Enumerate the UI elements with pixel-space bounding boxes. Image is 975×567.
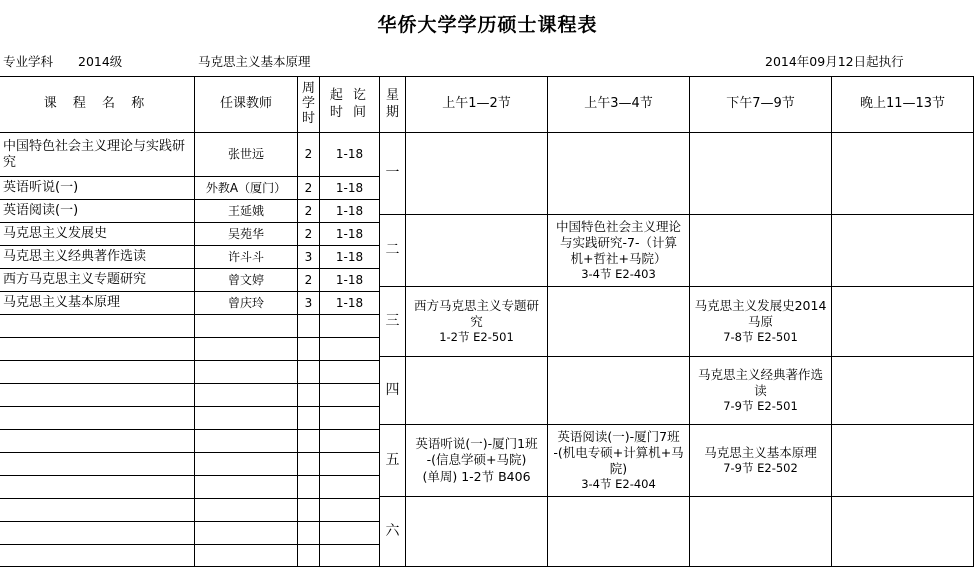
page-title: 华侨大学学历硕士课程表: [377, 14, 598, 36]
class-title-line: 院): [609, 461, 628, 477]
empty-course-cell: [298, 545, 320, 566]
day-mon: 一: [380, 133, 406, 215]
day-wed: 三: [380, 287, 406, 357]
class-room: 7-8节 E2-501: [723, 330, 798, 345]
slot-sat-am2: [548, 497, 690, 566]
course-hours: 2: [298, 133, 320, 177]
empty-course-cell: [0, 407, 195, 430]
empty-course-cell: [298, 430, 320, 453]
empty-course-cell: [0, 453, 195, 476]
empty-course-cell: [0, 499, 195, 522]
header-weeks: 起 讫 时 间: [320, 77, 380, 133]
course-hours: 2: [298, 269, 320, 292]
course-hours: 2: [298, 223, 320, 246]
class-title-line: 马克思主义经典著作选: [697, 366, 823, 382]
class-title-line: 究: [470, 314, 483, 330]
empty-course-cell: [320, 338, 380, 361]
empty-course-cell: [320, 361, 380, 384]
empty-course-cell: [195, 407, 298, 430]
course-weeks: 1-18: [320, 246, 380, 269]
day-tue: 二: [380, 215, 406, 287]
class-room: 7-9节 E2-502: [723, 461, 798, 476]
slot-sat-am1: [406, 497, 548, 566]
course-weeks: 1-18: [320, 133, 380, 177]
class-room: 3-4节 E2-403: [581, 267, 656, 282]
course-hours: 2: [298, 177, 320, 200]
course-weeks: 1-18: [320, 292, 380, 315]
slot-mon-am1: [406, 133, 548, 215]
slot-mon-pm: [690, 133, 832, 215]
course-weeks: 1-18: [320, 223, 380, 246]
empty-course-cell: [298, 499, 320, 522]
course-name: 中国特色社会主义理论与实践研究: [0, 133, 195, 177]
slot-wed-am1: [406, 287, 548, 357]
empty-course-cell: [0, 384, 195, 407]
empty-course-cell: [298, 453, 320, 476]
empty-course-cell: [0, 361, 195, 384]
class-title-line: -(信息学硕+马院): [426, 452, 527, 468]
course-teacher: 外教A（厦门）: [195, 177, 298, 200]
empty-course-cell: [320, 384, 380, 407]
course-teacher: 曾文婷: [195, 269, 298, 292]
empty-course-cell: [0, 545, 195, 566]
course-name: 马克思主义基本原理: [0, 292, 195, 315]
empty-course-cell: [298, 361, 320, 384]
class-room: 3-4节 E2-404: [581, 477, 656, 492]
slot-tue-am1: [406, 215, 548, 287]
class-title-line: 英语听说(一)-厦门1班: [415, 436, 538, 452]
timetable-grid: [0, 76, 974, 567]
slot-thu-pm: [690, 357, 832, 425]
class-title-line: -(机电专硕+计算机+马: [553, 444, 684, 460]
empty-course-cell: [298, 476, 320, 499]
course-name: 英语阅读(一): [0, 200, 195, 223]
empty-course-cell: [320, 430, 380, 453]
course-name: 马克思主义发展史: [0, 223, 195, 246]
course-teacher: 王延娥: [195, 200, 298, 223]
class-title-line: 中国特色社会主义理论: [555, 218, 681, 234]
slot-tue-pm: [690, 215, 832, 287]
course-weeks: 1-18: [320, 269, 380, 292]
empty-course-cell: [195, 361, 298, 384]
empty-course-cell: [195, 476, 298, 499]
slot-fri-am2: [548, 425, 690, 497]
day-thu: 四: [380, 357, 406, 425]
header-slot-am2: 上午3—4节: [548, 77, 690, 133]
slot-thu-eve: [832, 357, 974, 425]
class-title-line: 机+哲社+马院）: [570, 251, 667, 267]
header-slot-am1: 上午1—2节: [406, 77, 548, 133]
day-fri: 五: [380, 425, 406, 497]
program-type: 专业学科: [3, 54, 54, 69]
empty-course-cell: [298, 384, 320, 407]
empty-course-cell: [320, 522, 380, 545]
course-name: 马克思主义经典著作选读: [0, 246, 195, 269]
slot-wed-eve: [832, 287, 974, 357]
course-teacher: 曾庆玲: [195, 292, 298, 315]
empty-course-cell: [320, 545, 380, 566]
slot-mon-am2: [548, 133, 690, 215]
slot-fri-pm: [690, 425, 832, 497]
course-hours: 3: [298, 246, 320, 269]
slot-fri-am1: [406, 425, 548, 497]
empty-course-cell: [0, 315, 195, 338]
slot-thu-am2: [548, 357, 690, 425]
empty-course-cell: [0, 522, 195, 545]
empty-course-cell: [298, 338, 320, 361]
course-teacher: 张世远: [195, 133, 298, 177]
empty-course-cell: [320, 476, 380, 499]
class-title-line: 与实践研究-7-（计算: [560, 234, 677, 250]
slot-tue-eve: [832, 215, 974, 287]
empty-course-cell: [298, 407, 320, 430]
course-hours: 2: [298, 200, 320, 223]
slot-fri-eve: [832, 425, 974, 497]
slot-sat-eve: [832, 497, 974, 566]
header-weekly-hours: 周 学 时: [298, 77, 320, 133]
slot-sat-pm: [690, 497, 832, 566]
empty-course-cell: [320, 499, 380, 522]
course-name: 英语听说(一): [0, 177, 195, 200]
effective-date: 2014年09月12日起执行: [765, 54, 904, 69]
empty-course-cell: [0, 338, 195, 361]
empty-course-cell: [195, 430, 298, 453]
empty-course-cell: [195, 522, 298, 545]
slot-wed-am2: [548, 287, 690, 357]
day-sat: 六: [380, 497, 406, 566]
course-weeks: 1-18: [320, 177, 380, 200]
major-name: 马克思主义基本原理: [198, 54, 311, 69]
course-teacher: 许斗斗: [195, 246, 298, 269]
course-hours: 3: [298, 292, 320, 315]
empty-course-cell: [195, 338, 298, 361]
empty-course-cell: [0, 476, 195, 499]
slot-mon-eve: [832, 133, 974, 215]
class-title-line: 西方马克思主义专题研: [413, 297, 539, 313]
course-name: 西方马克思主义专题研究: [0, 269, 195, 292]
empty-course-cell: [0, 430, 195, 453]
class-title-line: 马克思主义发展史2014: [694, 297, 827, 313]
class-room: 1-2节 E2-501: [439, 330, 514, 345]
empty-course-cell: [320, 453, 380, 476]
empty-course-cell: [320, 315, 380, 338]
header-slot-pm: 下午7—9节: [690, 77, 832, 133]
header-course-name: 课 程 名 称: [0, 77, 195, 133]
empty-course-cell: [320, 407, 380, 430]
empty-course-cell: [195, 315, 298, 338]
empty-course-cell: [195, 499, 298, 522]
slot-tue-am2: [548, 215, 690, 287]
header-teacher: 任课教师: [195, 77, 298, 133]
empty-course-cell: [195, 384, 298, 407]
empty-course-cell: [298, 522, 320, 545]
empty-course-cell: [195, 545, 298, 566]
header-weekday: 星 期: [380, 77, 406, 133]
slot-wed-pm: [690, 287, 832, 357]
class-title-line: 马克思主义基本原理: [704, 444, 817, 460]
course-teacher: 吴苑华: [195, 223, 298, 246]
slot-thu-am1: [406, 357, 548, 425]
class-room: 7-9节 E2-501: [723, 399, 798, 414]
header-slot-evening: 晚上11—13节: [832, 77, 974, 133]
empty-course-cell: [195, 453, 298, 476]
class-title-line: (单周) 1-2节 B406: [422, 468, 531, 484]
class-title-line: 英语阅读(一)-厦门7班: [557, 428, 680, 444]
class-title-line: 马原: [747, 314, 773, 330]
class-title-line: 读: [754, 383, 767, 399]
course-weeks: 1-18: [320, 200, 380, 223]
empty-course-cell: [298, 315, 320, 338]
grade: 2014级: [78, 54, 123, 69]
